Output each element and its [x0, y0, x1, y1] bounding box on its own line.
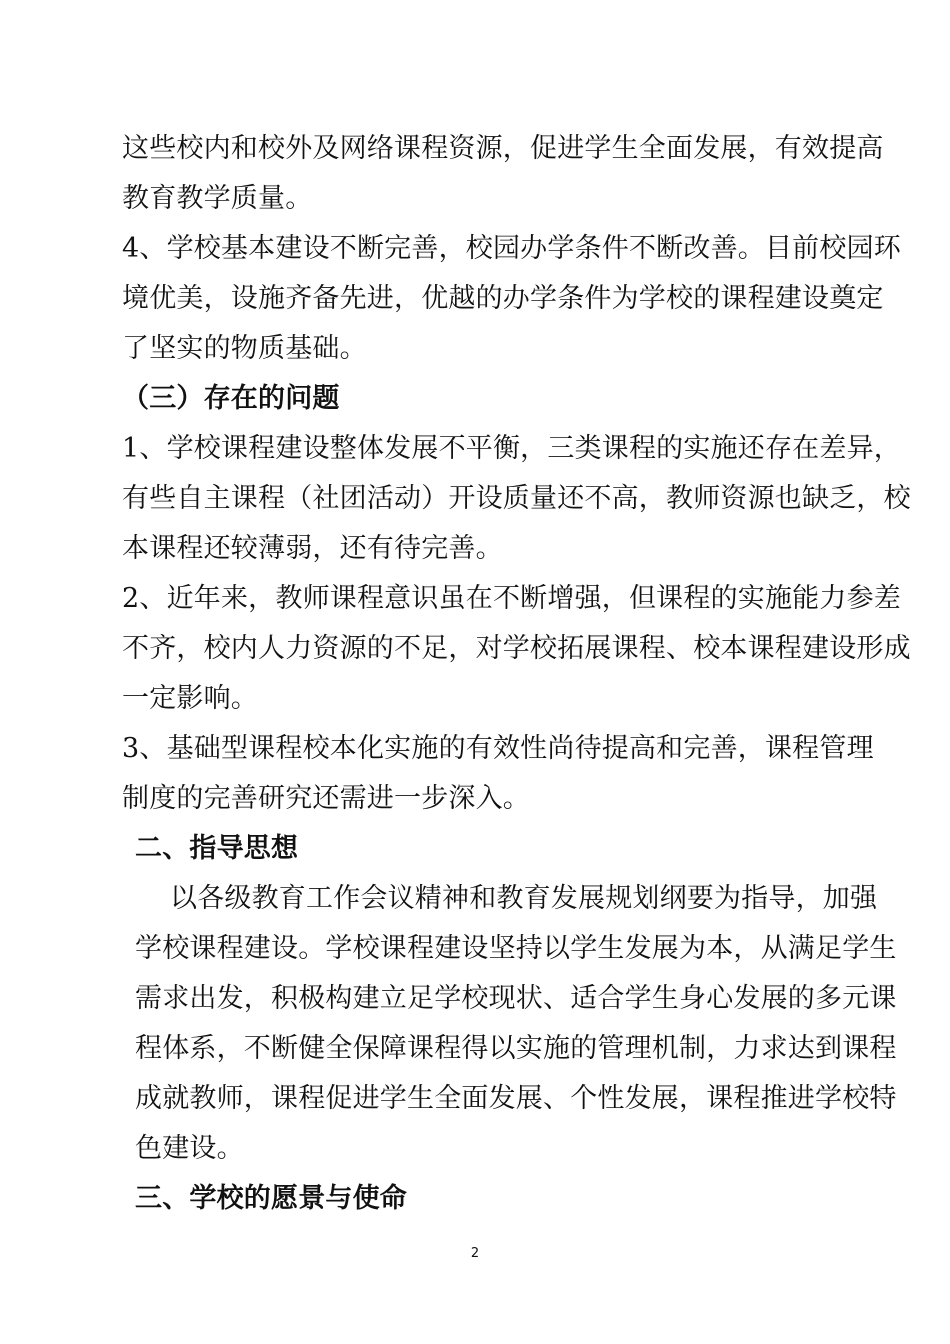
paragraph-line: 学校课程建设。学校课程建设坚持以学生发展为本，从满足学生 — [135, 933, 897, 964]
section-heading: （三）存在的问题 — [122, 383, 340, 414]
paragraph-line: 境优美，设施齐备先进，优越的办学条件为学校的课程建设奠定 — [122, 283, 884, 314]
paragraph-line: 色建设。 — [135, 1133, 244, 1164]
paragraph-line: 成就教师，课程促进学生全面发展、个性发展，课程推进学校特 — [135, 1083, 897, 1114]
paragraph-line: 这些校内和校外及网络课程资源，促进学生全面发展，有效提高 — [122, 133, 884, 164]
paragraph-line: 3、基础型课程校本化实施的有效性尚待提高和完善，课程管理 — [122, 733, 874, 764]
paragraph-line: 制度的完善研究还需进一步深入。 — [122, 783, 530, 814]
paragraph-line: 了坚实的物质基础。 — [122, 333, 367, 364]
paragraph-line: 本课程还较薄弱，还有待完善。 — [122, 533, 503, 564]
paragraph-line: 不齐，校内人力资源的不足，对学校拓展课程、校本课程建设形成 — [122, 633, 911, 664]
paragraph-line: 教育教学质量。 — [122, 183, 313, 214]
paragraph-line: 需求出发，积极构建立足学校现状、适合学生身心发展的多元课 — [135, 983, 897, 1014]
paragraph-line: 有些自主课程（社团活动）开设质量还不高，教师资源也缺乏，校 — [122, 483, 911, 514]
paragraph-line: 2、近年来，教师课程意识虽在不断增强，但课程的实施能力参差 — [122, 583, 901, 614]
paragraph-line: 程体系，不断健全保障课程得以实施的管理机制，力求达到课程 — [135, 1033, 897, 1064]
paragraph-line: 4、学校基本建设不断完善，校园办学条件不断改善。目前校园环 — [122, 233, 901, 264]
section-heading: 二、指导思想 — [135, 833, 299, 864]
paragraph-line: 1、学校课程建设整体发展不平衡，三类课程的实施还存在差异， — [122, 433, 901, 464]
page-number: 2 — [470, 1246, 480, 1261]
paragraph-line: 一定影响。 — [122, 683, 258, 714]
paragraph-line: 以各级教育工作会议精神和教育发展规划纲要为指导，加强 — [170, 883, 878, 914]
section-heading: 三、学校的愿景与使命 — [135, 1183, 407, 1214]
